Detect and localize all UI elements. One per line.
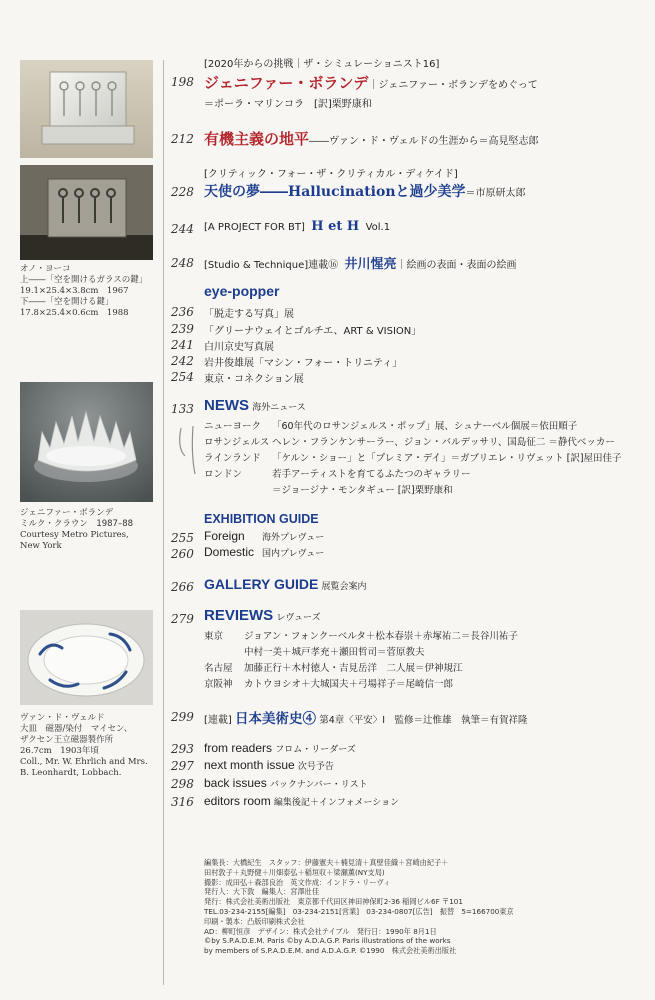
toc-item[interactable]: 岩井俊雄展「マシン・フォー・トリニティ」 [204, 358, 403, 369]
caption-velde [20, 713, 160, 779]
misc-label: editors room [204, 794, 271, 808]
toc-page-number: 254 [171, 370, 194, 384]
toc-entry-igawa[interactable] [204, 253, 517, 272]
toc-page-number: 198 [171, 75, 194, 89]
review-item[interactable]: 加藤正行＋木村徳人・吉見岳洋 二人展＝伊神規江 [244, 663, 463, 674]
news-city: ロンドン [204, 469, 243, 480]
news-heading: NEWS [204, 397, 249, 414]
toc-page-number: 260 [171, 547, 194, 561]
caption-line: ザクセン王立磁器製作所 [20, 735, 114, 745]
column-divider [163, 60, 164, 985]
exhibition-label-jp: 海外プレヴュー [262, 533, 325, 543]
colophon-line: AD：柳町恒彦 デザイン：株式会社テイブル 発行日：1990年 8月1日 [204, 926, 437, 936]
toc-title: 井川惺亮 [344, 257, 397, 272]
toc-subtitle: Vol.1 [365, 222, 391, 233]
news-city: ラインランド [204, 453, 261, 464]
toc-page-number: 228 [171, 185, 194, 199]
misc-label: next month issue [204, 758, 295, 772]
toc-entry-project-bt[interactable] [204, 219, 390, 234]
caption-line: B. Leonhardt, Lobbach. [20, 768, 122, 778]
colophon-line: 発行人：大下敦 編集人：宮澤壯佳 [204, 887, 320, 897]
toc-page-number: 279 [171, 612, 194, 626]
section-heading-eye-popper: eye-popper [204, 283, 280, 299]
toc-page-number: 212 [171, 132, 194, 146]
caption-line: 大皿 磁器/染付 マイセン、 [20, 724, 133, 734]
caption-line: 上――「空を開けるガラスの鍵」 [20, 275, 148, 285]
toc-series-label: [A PROJECT FOR BT] [204, 222, 305, 233]
section-heading-reviews[interactable] [204, 607, 321, 624]
news-item[interactable]: ヘレン・フランケンサーラー、ジョン・バルデッサリ、国島征二 ＝静代ベッカー [272, 437, 615, 448]
exhibition-label: Foreign [204, 529, 245, 543]
caption-line: 17.8×25.4×0.6cm 1988 [20, 308, 129, 318]
gallery-subheading: 展覧会案内 [321, 582, 367, 592]
news-item[interactable]: 「ケルン・ショー」と「プレミア・デイ」＝ガブリエレ・リヴェット [訳]屋田佳子 [272, 453, 622, 464]
toc-subtitle: ――ヴァン・ド・ヴェルドの生涯から＝高見堅志郎 [309, 136, 539, 147]
toc-series-label: [連載] [204, 715, 232, 726]
toc-item[interactable]: 白川京史写真展 [204, 342, 274, 353]
caption-line: 26.7cm 1903年頃 [20, 746, 99, 756]
misc-item[interactable] [204, 776, 368, 790]
misc-label: from readers [204, 741, 273, 755]
caption-line: ヴァン・ド・ヴェルド [20, 713, 105, 723]
toc-title: H et H [311, 219, 360, 234]
misc-label-jp: 編集後記＋インフォメーション [273, 798, 400, 808]
photo-metal-key [20, 165, 153, 260]
toc-page-number: 242 [171, 354, 194, 368]
toc-item[interactable]: 「グリーナウェイとゴルチエ、ART & VISION」 [204, 326, 422, 337]
colophon-line: ©by S.P.A.D.E.M. Paris ©by A.D.A.G.P. Paris illustrations of the works [204, 936, 451, 946]
news-city: ロサンジェルス [204, 437, 270, 448]
misc-item[interactable] [204, 741, 356, 755]
toc-page-number: 239 [171, 322, 194, 336]
section-heading-exhibition: EXHIBITION GUIDE [204, 512, 319, 526]
colophon [204, 858, 644, 956]
toc-page-number: 248 [171, 256, 194, 270]
caption-line: オノ・ヨーコ [20, 264, 71, 274]
toc-subtitle: 第4章〈平安〉I 監修＝辻惟雄 執筆＝有賀祥隆 [319, 715, 528, 726]
review-item[interactable]: ジョアン・フォンクーベルタ＋松本春崇＋赤塚祐二＝長谷川祐子 [244, 631, 518, 642]
toc-item[interactable]: 「脱走する写真」展 [204, 309, 294, 320]
toc-page-number: 299 [171, 710, 194, 724]
caption-line: ジェニファー・ボランデ [20, 508, 114, 518]
review-city: 東京 [204, 631, 224, 642]
toc-page-number: 293 [171, 742, 194, 756]
toc-entry-nihon-bijutsushi[interactable] [204, 707, 528, 727]
section-heading-gallery[interactable] [204, 576, 367, 592]
toc-page-number: 316 [171, 795, 194, 809]
toc-title: 天使の夢――Hallucinationと過少美学 [204, 184, 466, 200]
colophon-line: by members of S.P.A.D.E.M. and A.D.A.G.P. ©1990 株式会社美術出版社 [204, 946, 457, 956]
toc-entry-angel[interactable] [204, 181, 526, 201]
toc-entry-bolande[interactable] [204, 72, 538, 93]
misc-label-jp: バックナンバー・リスト [269, 780, 368, 790]
misc-label: back issues [204, 776, 267, 790]
caption-ono [20, 264, 160, 319]
toc-page-number: 133 [171, 402, 194, 416]
review-item[interactable]: カトウヨシオ＋大城国夫＋弓場祥子＝尾崎信一郎 [244, 679, 454, 690]
toc-author: ＝市原研太郎 [465, 188, 526, 199]
toc-series-label: [2020年からの挑戦｜ザ・シミュレーショニスト16] [204, 59, 440, 70]
toc-page-number: 255 [171, 531, 194, 545]
caption-line: New York [20, 541, 62, 551]
toc-title: ジェニファー・ボランデ [204, 74, 369, 92]
pencil-mark-icon [175, 424, 205, 479]
toc-item[interactable]: 東京・コネクション展 [204, 374, 304, 385]
caption-bolande [20, 508, 160, 552]
colophon-line: 撮影：成田弘＋森部良治 英文作成：インドラ・リーヴィ [204, 877, 391, 887]
review-city: 京阪神 [204, 679, 233, 690]
toc-page-number: 244 [171, 222, 194, 236]
toc-entry-organic[interactable] [204, 128, 539, 149]
reviews-subheading: レヴューズ [276, 613, 321, 623]
news-item[interactable]: 「60年代のロサンジェルス・ポップ」展、シュナーベル個展＝依田順子 [272, 421, 578, 432]
caption-line: 19.1×25.4×3.8cm 1967 [20, 286, 129, 296]
news-city: ニューヨーク [204, 421, 262, 432]
news-item[interactable]: ＝ジョージナ・モンタギュー [訳]栗野康和 [272, 485, 453, 496]
review-city: 名古屋 [204, 663, 233, 674]
exhibition-item[interactable] [204, 545, 324, 559]
toc-subtitle: ｜絵画の表面・表面の絵画 [396, 260, 517, 271]
caption-line: ミルク・クラウン 1987–88 [20, 519, 134, 529]
colophon-line: 田村敦子＋丸野健＋川畑泰弘＋稲垣収＋梁瀬薫(NY支局) [204, 867, 385, 877]
misc-label-jp: 次号予告 [297, 762, 334, 772]
caption-line: 下――「空を開ける鍵」 [20, 297, 114, 307]
misc-item[interactable] [204, 758, 334, 772]
toc-page-number: 266 [171, 580, 194, 594]
section-heading-news[interactable] [204, 397, 306, 414]
exhibition-label-jp: 国内プレヴュー [262, 549, 325, 559]
toc-page-number: 236 [171, 305, 194, 319]
toc-title: 日本美術史④ [235, 711, 316, 727]
photo-milk-crown [20, 382, 153, 502]
toc-series-label: [Studio & Technique]連載⑯ [204, 260, 339, 271]
news-item[interactable]: 若手アーティストを育てるふたつのギャラリー [272, 469, 471, 480]
toc-page-number: 297 [171, 759, 194, 773]
toc-title: 有機主義の地平 [204, 130, 310, 148]
exhibition-label: Domestic [204, 545, 255, 559]
caption-line: Courtesy Metro Pictures, [20, 530, 129, 540]
reviews-heading: REVIEWS [204, 607, 274, 624]
gallery-heading: GALLERY GUIDE [204, 576, 319, 592]
photo-glass-key [20, 60, 153, 158]
toc-subtitle: ｜ジェニファー・ボランデをめぐって [368, 80, 538, 91]
news-subheading: 海外ニュース [252, 403, 306, 413]
colophon-line: TEL.03-234-2155[編集] 03-234-2151[営業] 03-234-0807[広告] 振替 5=166700東京 [204, 906, 514, 916]
colophon-line: 発行：株式会社美術出版社 東京都千代田区神田神保町2-36 稲岡ビル6F 〒101 [204, 897, 463, 907]
misc-item[interactable] [204, 794, 399, 808]
toc-page-number: 241 [171, 338, 194, 352]
exhibition-item[interactable] [204, 529, 324, 543]
colophon-line: 編集長：大橋紀生 スタッフ：伊藤憲夫＋楠見清＋真壁佳織＋宮崎由紀子＋ [204, 858, 449, 867]
colophon-line: 印刷・製本：凸版印刷株式会社 [204, 916, 305, 926]
misc-label-jp: フロム・リーダーズ [275, 745, 356, 755]
caption-line: Coll., Mr. W. Ehrlich and Mrs. [20, 757, 148, 767]
review-item[interactable]: 中村一美＋城戸孝充＋瀬田哲司＝菅原教夫 [244, 647, 425, 658]
toc-author: ＝ポーラ・マリンコラ [訳]栗野康和 [204, 99, 372, 110]
toc-series-label: [クリティック・フォー・ザ・クリティカル・ディケイド] [204, 169, 458, 180]
photo-porcelain-plate [20, 610, 153, 705]
toc-page-number: 298 [171, 777, 194, 791]
